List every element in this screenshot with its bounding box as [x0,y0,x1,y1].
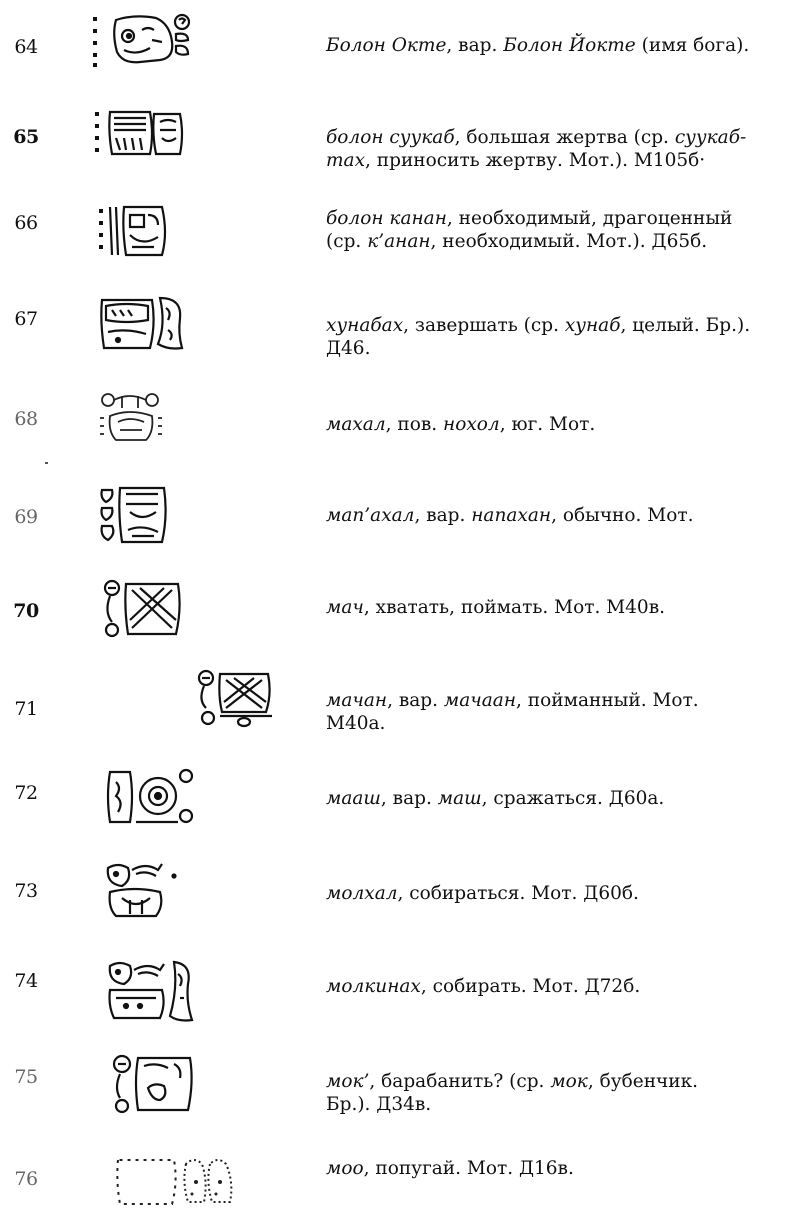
term-italic: маш [437,788,482,809]
term-italic: хунабах [326,315,404,336]
glyph-molkhal-icon [102,860,182,920]
definition-text: , вар. [387,690,444,711]
term-italic: мап’ахал [326,505,415,526]
term-italic: мок [550,1071,588,1092]
term-italic: молкинах [326,976,421,997]
entry-number: 76 [14,1168,38,1190]
definition-text: М40а. [326,713,386,734]
term-italic: суукаб- [674,127,747,148]
term-italic: мачаан [443,690,517,711]
definition-text: , большая жертва (ср. [454,127,675,148]
term-italic: болон канан [326,208,447,229]
entry-definition [326,34,774,57]
definition-text: , необходимый. Мот.). Д65б. [430,231,708,252]
term-italic: моо [326,1158,364,1179]
glyph-maash-icon [104,766,198,828]
glyph-map-akhal-icon [96,484,172,548]
term-italic: напахан [471,505,552,526]
entry-definition [326,689,774,735]
entry-definition [326,596,774,619]
definition-text: (ср. [326,231,368,252]
glyph-bolon-okte-icon [90,12,195,72]
definition-text: , необходимый, драгоценный [446,208,733,229]
entry-definition [326,975,774,998]
glyph-mach-icon [100,578,186,640]
definition-text: , обычно. Мот. [551,505,694,526]
entry-definition [326,787,774,810]
entry-definition [326,207,774,253]
glyph-bolon-suukab-icon [92,108,192,160]
entry-number: 70 [13,600,39,622]
entry-number: 74 [14,970,38,992]
glyph-makhal-icon [96,388,166,444]
definition-text: , сражаться. Д60а. [481,788,665,809]
definition-text: (имя бога). [635,35,750,56]
glyph-machan-icon [194,668,276,730]
term-italic: Болон Йокте [503,35,636,56]
entry-number: 75 [14,1066,38,1088]
glyph-molkinakh-icon [104,958,198,1024]
definition-text: , пов. [385,414,444,435]
entry-definition [326,504,774,527]
term-italic: мааш [326,788,381,809]
term-italic: махал [326,414,386,435]
term-italic: болон суукаб [326,127,455,148]
term-italic: тах [326,150,366,171]
stray-mark [45,462,48,464]
definition-text: , целый. Бр.). [620,315,751,336]
definition-text: , хватать, поймать. Мот. М40в. [363,597,666,618]
definition-text: , приносить жертву. Мот.). М105б· [365,150,706,171]
definition-text: , собираться. Мот. Д60б. [397,883,639,904]
entry-number: 72 [14,782,38,804]
term-italic: мачан [326,690,388,711]
definition-text: , юг. Мот. [499,414,596,435]
entry-definition [326,413,774,436]
term-italic: к’анан [367,231,431,252]
definition-text: , попугай. Мот. Д16в. [363,1158,574,1179]
glyph-moo-icon [112,1152,236,1210]
definition-text: Бр.). Д34в. [326,1094,432,1115]
entry-number: 73 [14,880,38,902]
glyph-khunabakh-icon [96,294,192,354]
definition-text: , пойманный. Мот. [516,690,699,711]
definition-text: , вар. [414,505,472,526]
entry-number: 71 [14,698,38,720]
definition-text: , барабанить? (ср. [369,1071,551,1092]
definition-text: , завершать (ср. [403,315,565,336]
entry-number: 69 [14,506,38,528]
entry-number: 64 [14,36,38,58]
definition-text: , бубенчик. [587,1071,699,1092]
entry-number: 68 [14,408,38,430]
entry-definition [326,882,774,905]
term-italic: нохол [443,414,500,435]
term-italic: молхал [326,883,398,904]
definition-text: Д46. [326,338,371,359]
entry-number: 66 [14,212,38,234]
glyph-bolon-kanan-icon [96,203,176,259]
term-italic: мач [326,597,364,618]
entry-definition [326,1070,774,1116]
definition-text: , собирать. Мот. Д72б. [420,976,641,997]
entry-number: 67 [14,308,38,330]
glyph-mok-icon [108,1052,198,1114]
definition-text: , вар. [446,35,504,56]
definition-text: , вар. [380,788,438,809]
entry-definition [326,314,774,360]
term-italic: хунаб [564,315,621,336]
entry-definition [326,1157,774,1180]
entry-number: 65 [13,126,39,148]
term-italic: Болон Окте [326,35,447,56]
term-italic: мок’ [326,1071,370,1092]
entry-definition [326,126,774,172]
